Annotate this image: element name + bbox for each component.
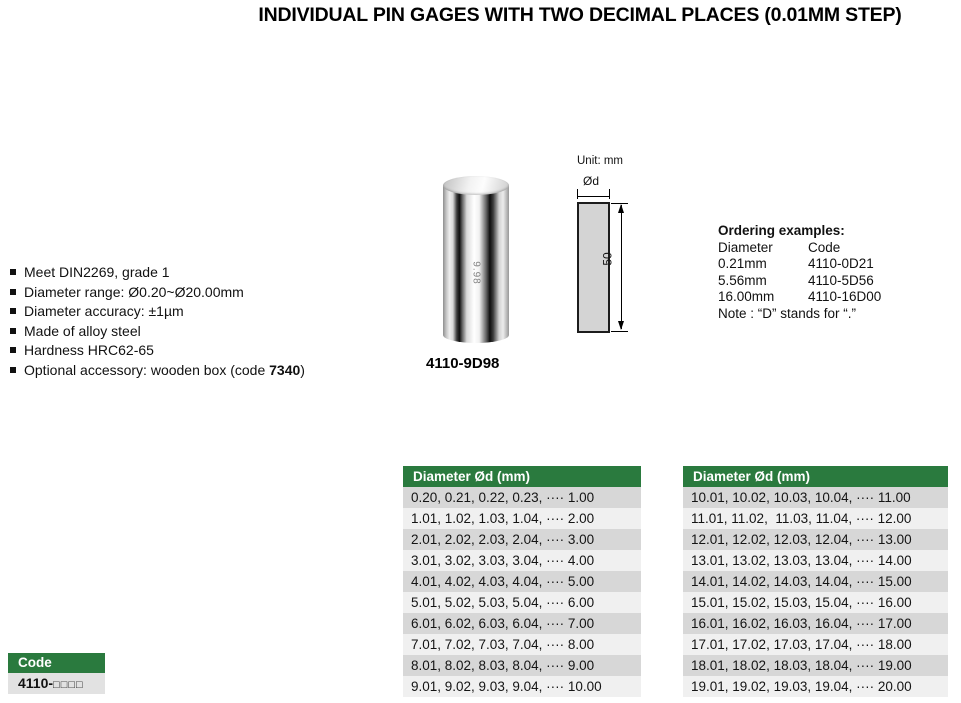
code-prefix: 4110- [18,675,54,691]
length-dim-label: 50 [600,252,615,266]
code-box [8,653,105,694]
page-title: INDIVIDUAL PIN GAGES WITH TWO DECIMAL PLACES (0.01MM STEP) [258,4,902,26]
diameter-table-left [403,466,641,697]
bullet-square-icon [10,269,16,275]
table-row: 0.20, 0.21, 0.22, 0.23, ···· 1.00 [403,487,641,508]
unit-label: Unit: mm [577,155,623,167]
feature-item: Diameter accuracy: ±1µm [8,302,305,322]
bullet-square-icon [10,347,16,353]
ordering-row-code: 4110-5D56 [808,272,874,288]
bullet-square-icon [10,289,16,295]
ordering-row-code: 4110-0D21 [808,256,874,271]
ordering-examples [718,223,881,322]
table-row: 19.01, 19.02, 19.03, 19.04, ···· 20.00 [683,676,948,697]
table-row: 3.01, 3.02, 3.03, 3.04, ···· 4.00 [403,550,641,571]
table-row: 14.01, 14.02, 14.03, 14.04, ···· 15.00 [683,571,948,592]
dimension-tick [577,189,578,199]
ordering-row-diameter: 5.56mm [718,272,767,288]
pin-engraving-text: 9.98 [470,261,482,286]
feature-item: Diameter range: Ø0.20~Ø20.00mm [8,283,305,303]
ordering-table [718,240,881,306]
dimension-extension-line [611,331,628,332]
table-row: 8.01, 8.02, 8.03, 8.04, ···· 9.00 [403,655,641,676]
table-row: 2.01, 2.02, 2.03, 2.04, ···· 3.00 [403,529,641,550]
diameter-dim-label: Ød [583,174,600,188]
table-header: Diameter Ød (mm) [403,466,641,487]
arrow-up-icon [618,204,624,213]
code-placeholder-squares: □□□□ [53,679,84,691]
ordering-col-code: Code [808,239,841,255]
table-row: 12.01, 12.02, 12.03, 12.04, ···· 13.00 [683,529,948,550]
dimension-extension-line [611,203,628,204]
ordering-heading: Ordering examples: [718,223,845,238]
table-row: 13.01, 13.02, 13.03, 13.04, ···· 14.00 [683,550,948,571]
table-row: 17.01, 17.02, 17.03, 17.04, ···· 18.00 [683,634,948,655]
arrow-down-icon [618,321,624,330]
accessory-code: 7340 [269,361,301,378]
table-row: 7.01, 7.02, 7.03, 7.04, ···· 8.00 [403,634,641,655]
ordering-row-code: 4110-16D00 [808,289,882,304]
pin-diagram-rect [577,202,610,333]
pin-gage-photo [443,176,509,344]
length-dimension-line [621,205,622,329]
table-row: 10.01, 10.02, 10.03, 10.04, ···· 11.00 [683,487,948,508]
table-row: 16.01, 16.02, 16.03, 16.04, ···· 17.00 [683,613,948,634]
table-row: 1.01, 1.02, 1.03, 1.04, ···· 2.00 [403,508,641,529]
feature-item: Hardness HRC62-65 [8,341,305,361]
pin-code-label: 4110-9D98 [426,355,500,372]
ordering-row-diameter: 16.00mm [718,289,775,304]
pin-cylinder [443,185,509,343]
feature-item: Meet DIN2269, grade 1 [8,263,305,283]
bullet-square-icon [10,328,16,334]
table-row: 11.01, 11.02, 11.03, 11.04, ···· 12.00 [683,508,948,529]
ordering-row-diameter: 0.21mm [718,256,767,271]
table-header: Diameter Ød (mm) [683,466,948,487]
table-row: 4.01, 4.02, 4.03, 4.04, ···· 5.00 [403,571,641,592]
table-row: 6.01, 6.02, 6.03, 6.04, ···· 7.00 [403,613,641,634]
dimension-tick [609,189,610,199]
diameter-dimension-line [577,196,610,197]
code-box-value [8,673,105,694]
diameter-table-right [683,466,948,697]
feature-item: Made of alloy steel [8,322,305,342]
table-row: 5.01, 5.02, 5.03, 5.04, ···· 6.00 [403,592,641,613]
code-box-header: Code [8,653,105,673]
bullet-square-icon [10,308,16,314]
bullet-square-icon [10,367,16,373]
features-list [8,263,305,380]
table-row: 18.01, 18.02, 18.03, 18.04, ···· 19.00 [683,655,948,676]
table-row: 15.01, 15.02, 15.03, 15.04, ···· 16.00 [683,592,948,613]
feature-item-optional-accessory: Optional accessory: wooden box (code 7340) [8,361,305,381]
table-row: 9.01, 9.02, 9.03, 9.04, ···· 10.00 [403,676,641,697]
pin-top-face [443,176,509,195]
ordering-col-diameter: Diameter [718,239,773,255]
ordering-note: Note : “D” stands for “.” [718,305,857,321]
